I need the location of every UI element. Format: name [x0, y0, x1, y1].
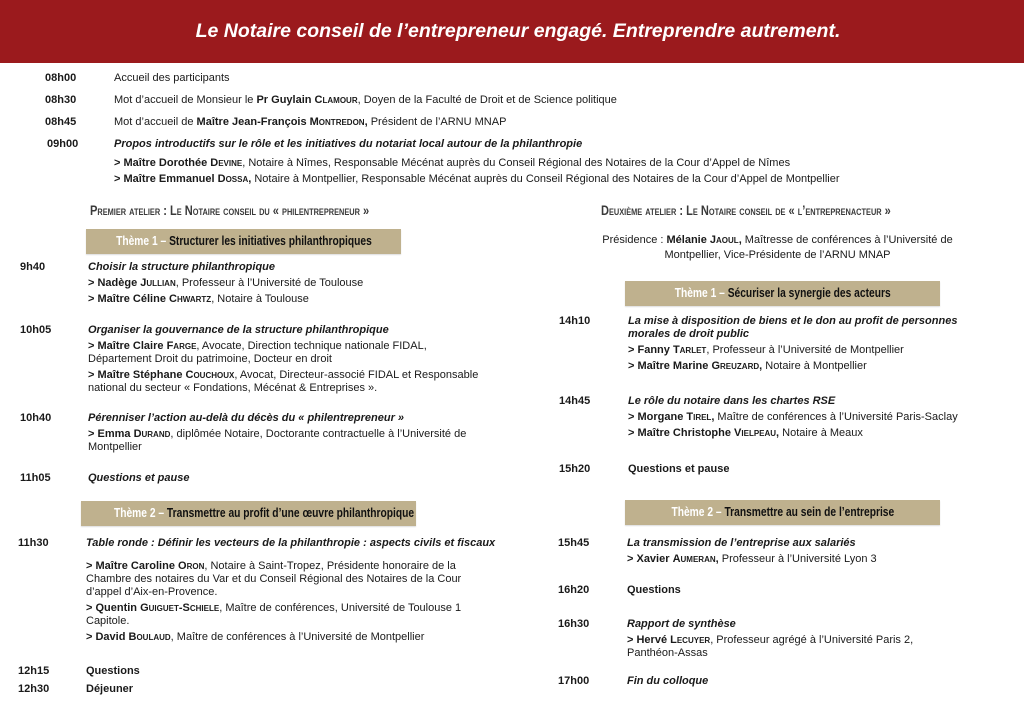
page-title: Le Notaire conseil de l’entrepreneur engagé. Entreprendre autrement.	[0, 0, 1024, 63]
speaker	[88, 369, 488, 395]
speaker-surname: Tirel,	[686, 411, 715, 423]
theme-label: Thème 1 –	[674, 286, 728, 300]
time: 16h30	[558, 618, 590, 630]
session-title: Pérenniser l’action au-delà du décès du « philentrepreneur »	[88, 412, 405, 424]
time: 11h05	[20, 472, 51, 484]
theme-1-banner	[625, 281, 940, 306]
theme-label: Thème 2 –	[671, 505, 725, 519]
speaker-desc: , Professeur à l’Université de Toulouse	[175, 277, 364, 289]
time: 15h20	[559, 463, 591, 475]
speaker-name: > Quentin	[86, 602, 141, 614]
speaker	[628, 344, 968, 357]
speaker-name: > Maître Emmanuel	[114, 173, 218, 185]
intro-text: Accueil des participants	[114, 72, 230, 84]
speaker-name: > Maître Marine	[628, 360, 712, 372]
time: 12h30	[18, 683, 50, 695]
time: 11h30	[18, 537, 49, 549]
time: 14h10	[559, 315, 591, 327]
speaker-surname: Jullian	[140, 277, 176, 289]
theme-2-banner	[81, 501, 416, 526]
speaker-surname: Devine	[210, 157, 243, 169]
speaker-name: Maître Jean-François	[196, 116, 310, 128]
session-title: Questions	[86, 665, 140, 677]
time: 08h00	[45, 72, 77, 84]
session-title: Choisir la structure philanthropique	[88, 261, 276, 273]
speaker-surname: Tarlet	[672, 344, 707, 356]
theme-title: Sécuriser la synergie des acteurs	[727, 286, 891, 300]
session-title: Le rôle du notaire dans les chartes RSE	[628, 395, 836, 407]
speaker-desc: , Notaire à Nîmes, Responsable Mécénat auprès du Conseil Régional des Notaires de la Cour d’Appel de Nîmes	[242, 157, 791, 169]
text: , Doyen de la Faculté de Droit et de Science politique	[357, 94, 617, 106]
speaker-desc: Montpellier, Vice-Présidente de l’ARNU MNAP	[664, 249, 891, 261]
speaker-name: > Maître Stéphane	[88, 369, 186, 381]
speaker-desc: , diplômée Notaire, Doctorante contractuelle à l’Université de Montpellier	[88, 428, 467, 453]
session-title: Déjeuner	[86, 683, 134, 695]
time: 12h15	[18, 665, 50, 677]
text: Mot d’accueil de	[114, 116, 197, 128]
speaker	[88, 293, 508, 306]
theme-title: Transmettre au profit d’une œuvre philanthropique	[166, 506, 415, 520]
speaker	[88, 340, 488, 366]
session-title: Questions	[627, 584, 681, 596]
speaker-name: > Emma	[88, 428, 134, 440]
time: 08h30	[45, 94, 77, 106]
speaker	[86, 602, 486, 628]
speaker	[88, 428, 503, 454]
speaker-surname: Boulaud	[128, 631, 171, 643]
speaker-desc: , Maître de conférences à l’Université de Montpellier	[170, 631, 425, 643]
speaker-name: > Maître Dorothée	[114, 157, 211, 169]
speaker-name: > Maître Céline	[88, 293, 170, 305]
speaker-name: Mélanie	[666, 234, 710, 246]
theme-2-banner	[625, 500, 940, 525]
speaker-name: > Maître Christophe	[628, 427, 735, 439]
theme-label: Thème 1 –	[115, 234, 169, 248]
atelier-2-title: Deuxième atelier : Le Notaire conseil de « l’entreprenacteur »	[601, 203, 891, 218]
speaker-surname: Clamour	[314, 94, 358, 106]
speaker	[627, 634, 937, 660]
speaker-surname: Oron	[178, 560, 205, 572]
speaker-desc: , Notaire à Toulouse	[211, 293, 309, 305]
speaker-name: > Morgane	[628, 411, 687, 423]
session-title: La transmission de l’entreprise aux salariés	[627, 537, 856, 549]
speaker	[114, 173, 840, 185]
speaker-surname: Jaoul,	[709, 234, 742, 246]
time: 17h00	[558, 675, 590, 687]
speaker-surname: Dossa,	[217, 173, 252, 185]
session-title: Questions et pause	[88, 472, 190, 484]
speaker-desc: Notaire à Montpellier, Responsable Mécénat auprès du Conseil Régional des Notaires de la Cour d’Appel de Montpellier	[251, 173, 840, 185]
speaker-desc: , Professeur agrégé à l’Université Paris 2, Panthéon-Assas	[627, 634, 914, 659]
speaker-desc: Notaire à Meaux	[779, 427, 863, 439]
time: 9h40	[20, 261, 46, 273]
speaker-desc: , Maître de conférences, Université de Toulouse 1 Capitole.	[86, 602, 462, 627]
speaker-desc: Maître de conférences à l’Université Paris-Saclay	[714, 411, 958, 423]
speaker-surname: Chwartz	[169, 293, 212, 305]
time: 10h40	[20, 412, 52, 424]
speaker-surname: Montredon,	[309, 116, 368, 128]
time: 10h05	[20, 324, 52, 336]
speaker-surname: Farge	[166, 340, 197, 352]
session-title: Fin du colloque	[627, 675, 709, 687]
speaker	[628, 411, 1018, 424]
presidence	[580, 234, 975, 262]
time: 08h45	[45, 116, 77, 128]
time: 14h45	[559, 395, 591, 407]
theme-title: Transmettre au sein de l’entreprise	[724, 505, 894, 519]
speaker-surname: Guiguet-Schiele	[140, 602, 220, 614]
speaker-name: > David	[86, 631, 129, 643]
speaker	[627, 553, 1007, 566]
speaker-desc: , Professeur à l’Université de Montpellier	[706, 344, 904, 356]
session-title: Organiser la gouvernance de la structure philanthropique	[88, 324, 389, 336]
speaker-surname: Lecuyer	[670, 634, 711, 646]
speaker	[628, 360, 968, 373]
time: 15h45	[558, 537, 590, 549]
text: Mot d’accueil de Monsieur le	[114, 94, 257, 106]
speaker	[628, 427, 1018, 440]
speaker-desc: Notaire à Montpellier	[762, 360, 867, 372]
speaker-name: > Nadège	[88, 277, 141, 289]
time: 09h00	[47, 138, 79, 150]
speaker-surname: Durand	[133, 428, 171, 440]
atelier-1-title: Premier atelier : Le Notaire conseil du « philentrepreneur »	[90, 203, 370, 218]
text: Présidence :	[602, 234, 667, 246]
speaker-name: > Maître Claire	[88, 340, 167, 352]
speaker-desc: , Notaire à Saint-Tropez, Présidente honoraire de la Chambre des notaires du Var et du Conseil Régional des Notaires de la Cour d’appel d’Aix-en-Provence.	[86, 560, 462, 598]
session-title: La mise à disposition de biens et le don au profit de personnes morales de droit public	[628, 315, 958, 340]
speaker-name: > Maître Caroline	[86, 560, 179, 572]
speaker-surname: Vielpeau,	[734, 427, 780, 439]
speaker	[114, 157, 790, 169]
speaker	[88, 277, 508, 290]
session-title: Table ronde : Définir les vecteurs de la philanthropie : aspects civils et fiscaux	[86, 537, 496, 549]
speaker-desc: , Avocate, Direction technique nationale FIDAL, Département Droit du patrimoine, Docteur en droit	[88, 340, 427, 365]
theme-title: Structurer les initiatives philanthropiques	[168, 234, 372, 248]
text: Président de l’ARNU MNAP	[367, 116, 507, 128]
speaker-surname: Greuzard,	[711, 360, 763, 372]
speaker	[86, 631, 486, 644]
theme-1-banner	[86, 229, 401, 254]
intro-text	[114, 116, 506, 128]
speaker-surname: Aumeran,	[672, 553, 719, 565]
speaker-surname: Couchoux	[185, 369, 235, 381]
session-title: Questions et pause	[628, 463, 730, 475]
speaker-name: > Fanny	[628, 344, 673, 356]
speaker-name: > Xavier	[627, 553, 673, 565]
theme-label: Thème 2 –	[113, 506, 167, 520]
speaker-name: > Hervé	[627, 634, 671, 646]
speaker-name: Pr Guylain	[256, 94, 315, 106]
speaker-desc: , Avocat, Directeur-associé FIDAL et Responsable national du secteur « Fondations, Mécénat & Entreprises ».	[88, 369, 479, 394]
speaker	[86, 560, 486, 599]
speaker-desc: Maîtresse de conférences à l’Université de	[741, 234, 953, 246]
session-title: Rapport de synthèse	[627, 618, 736, 630]
intro-text	[114, 94, 617, 106]
speaker-desc: Professeur à l’Université Lyon 3	[718, 553, 877, 565]
session-title: Propos introductifs sur le rôle et les initiatives du notariat local autour de la philanthropie	[114, 138, 583, 150]
time: 16h20	[558, 584, 590, 596]
